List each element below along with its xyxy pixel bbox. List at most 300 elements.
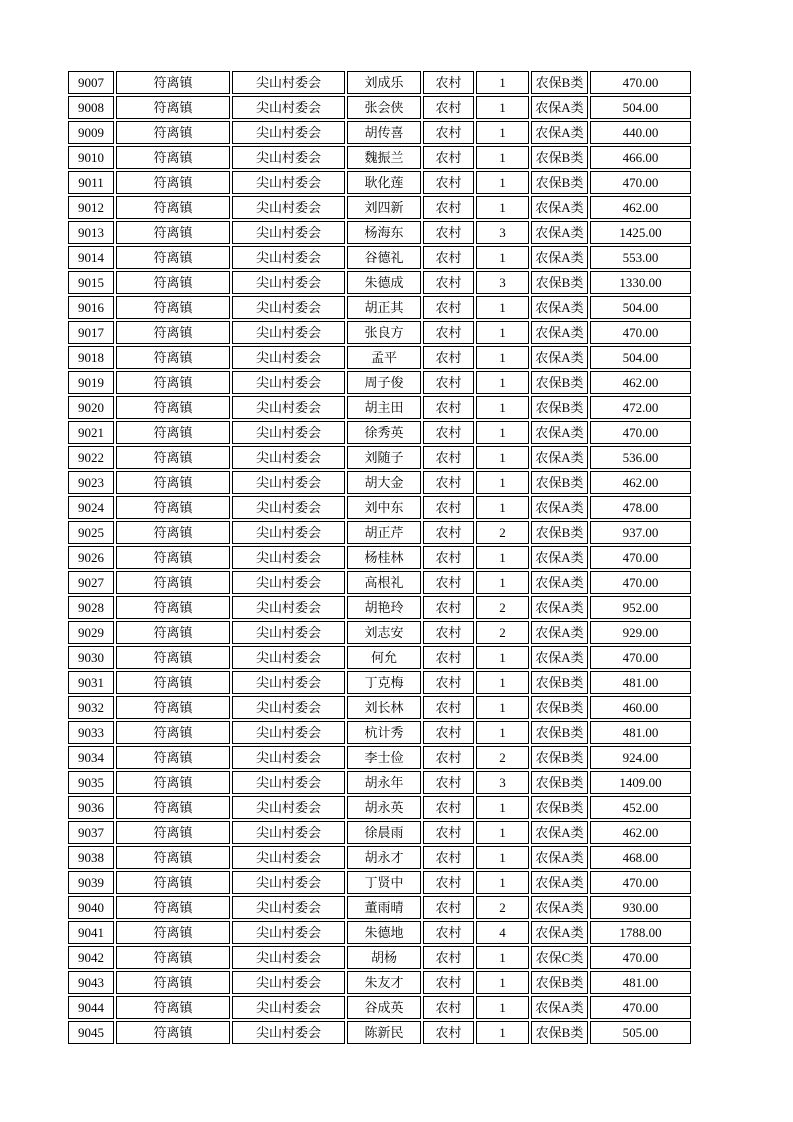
cell-amount: 553.00: [590, 246, 691, 269]
cell-record-id: 9029: [68, 621, 114, 644]
cell-village: 尖山村委会: [232, 496, 345, 519]
cell-village: 尖山村委会: [232, 571, 345, 594]
cell-village: 尖山村委会: [232, 596, 345, 619]
cell-person-name: 何允: [347, 646, 421, 669]
cell-village: 尖山村委会: [232, 146, 345, 169]
cell-village: 尖山村委会: [232, 296, 345, 319]
cell-village: 尖山村委会: [232, 721, 345, 744]
cell-residence-type: 农村: [423, 171, 474, 194]
cell-town: 符离镇: [116, 546, 230, 569]
table-row: [68, 496, 691, 519]
cell-insurance-category: 农保B类: [531, 146, 588, 169]
cell-amount: 481.00: [590, 971, 691, 994]
cell-town: 符离镇: [116, 421, 230, 444]
table-row: [68, 896, 691, 919]
cell-record-id: 9014: [68, 246, 114, 269]
cell-person-name: 高根礼: [347, 571, 421, 594]
cell-record-id: 9018: [68, 346, 114, 369]
cell-village: 尖山村委会: [232, 971, 345, 994]
cell-village: 尖山村委会: [232, 221, 345, 244]
cell-person-name: 胡永英: [347, 796, 421, 819]
cell-person-count: 1: [476, 321, 529, 344]
table-row: [68, 671, 691, 694]
cell-village: 尖山村委会: [232, 171, 345, 194]
cell-person-count: 1: [476, 846, 529, 869]
table-row: [68, 621, 691, 644]
cell-village: 尖山村委会: [232, 471, 345, 494]
table-row: [68, 296, 691, 319]
cell-village: 尖山村委会: [232, 546, 345, 569]
cell-residence-type: 农村: [423, 321, 474, 344]
cell-person-name: 杭计秀: [347, 721, 421, 744]
cell-person-count: 1: [476, 546, 529, 569]
cell-insurance-category: 农保A类: [531, 221, 588, 244]
cell-amount: 937.00: [590, 521, 691, 544]
cell-village: 尖山村委会: [232, 896, 345, 919]
cell-person-count: 2: [476, 596, 529, 619]
table-row: [68, 396, 691, 419]
cell-person-name: 刘四新: [347, 196, 421, 219]
cell-town: 符离镇: [116, 646, 230, 669]
table-row: [68, 346, 691, 369]
cell-residence-type: 农村: [423, 696, 474, 719]
cell-residence-type: 农村: [423, 896, 474, 919]
cell-record-id: 9013: [68, 221, 114, 244]
cell-record-id: 9045: [68, 1021, 114, 1044]
cell-record-id: 9024: [68, 496, 114, 519]
cell-residence-type: 农村: [423, 946, 474, 969]
table-row: [68, 271, 691, 294]
cell-residence-type: 农村: [423, 371, 474, 394]
cell-town: 符离镇: [116, 1021, 230, 1044]
table-row: [68, 421, 691, 444]
cell-village: 尖山村委会: [232, 521, 345, 544]
cell-person-count: 1: [476, 946, 529, 969]
cell-village: 尖山村委会: [232, 321, 345, 344]
cell-town: 符离镇: [116, 621, 230, 644]
cell-residence-type: 农村: [423, 71, 474, 94]
cell-amount: 478.00: [590, 496, 691, 519]
cell-insurance-category: 农保A类: [531, 621, 588, 644]
cell-village: 尖山村委会: [232, 846, 345, 869]
table-row: [68, 721, 691, 744]
table-row: [68, 446, 691, 469]
cell-village: 尖山村委会: [232, 246, 345, 269]
cell-person-count: 1: [476, 246, 529, 269]
cell-residence-type: 农村: [423, 746, 474, 769]
cell-town: 符离镇: [116, 746, 230, 769]
cell-person-name: 朱友才: [347, 971, 421, 994]
cell-amount: 929.00: [590, 621, 691, 644]
cell-residence-type: 农村: [423, 196, 474, 219]
cell-record-id: 9025: [68, 521, 114, 544]
cell-residence-type: 农村: [423, 246, 474, 269]
cell-person-count: 1: [476, 421, 529, 444]
cell-insurance-category: 农保A类: [531, 821, 588, 844]
cell-person-count: 3: [476, 271, 529, 294]
cell-amount: 504.00: [590, 296, 691, 319]
cell-person-name: 胡艳玲: [347, 596, 421, 619]
cell-village: 尖山村委会: [232, 121, 345, 144]
cell-person-count: 2: [476, 521, 529, 544]
cell-amount: 460.00: [590, 696, 691, 719]
cell-amount: 452.00: [590, 796, 691, 819]
cell-record-id: 9036: [68, 796, 114, 819]
table-row: [68, 796, 691, 819]
cell-village: 尖山村委会: [232, 696, 345, 719]
cell-town: 符离镇: [116, 971, 230, 994]
cell-person-name: 徐秀英: [347, 421, 421, 444]
table-row: [68, 646, 691, 669]
cell-person-count: 2: [476, 896, 529, 919]
cell-record-id: 9007: [68, 71, 114, 94]
cell-village: 尖山村委会: [232, 346, 345, 369]
cell-person-count: 1: [476, 121, 529, 144]
cell-town: 符离镇: [116, 571, 230, 594]
cell-person-count: 1: [476, 671, 529, 694]
cell-person-count: 1: [476, 96, 529, 119]
cell-person-count: 1: [476, 1021, 529, 1044]
cell-town: 符离镇: [116, 921, 230, 944]
cell-residence-type: 农村: [423, 296, 474, 319]
cell-amount: 440.00: [590, 121, 691, 144]
cell-person-name: 胡大金: [347, 471, 421, 494]
cell-residence-type: 农村: [423, 646, 474, 669]
cell-person-name: 徐晨雨: [347, 821, 421, 844]
cell-insurance-category: 农保A类: [531, 321, 588, 344]
cell-insurance-category: 农保B类: [531, 471, 588, 494]
cell-town: 符离镇: [116, 896, 230, 919]
table-row: [68, 871, 691, 894]
cell-insurance-category: 农保A类: [531, 846, 588, 869]
cell-person-name: 刘中东: [347, 496, 421, 519]
table-row: [68, 96, 691, 119]
cell-record-id: 9039: [68, 871, 114, 894]
cell-residence-type: 农村: [423, 771, 474, 794]
cell-person-count: 1: [476, 496, 529, 519]
cell-person-count: 3: [476, 771, 529, 794]
cell-record-id: 9026: [68, 546, 114, 569]
cell-person-name: 胡永年: [347, 771, 421, 794]
cell-person-count: 1: [476, 696, 529, 719]
cell-amount: 536.00: [590, 446, 691, 469]
cell-person-name: 杨海东: [347, 221, 421, 244]
cell-person-count: 1: [476, 446, 529, 469]
cell-record-id: 9034: [68, 746, 114, 769]
cell-record-id: 9043: [68, 971, 114, 994]
cell-amount: 470.00: [590, 996, 691, 1019]
cell-amount: 504.00: [590, 96, 691, 119]
table-row: [68, 171, 691, 194]
cell-residence-type: 农村: [423, 871, 474, 894]
cell-residence-type: 农村: [423, 721, 474, 744]
cell-person-count: 1: [476, 871, 529, 894]
cell-person-count: 1: [476, 796, 529, 819]
cell-record-id: 9016: [68, 296, 114, 319]
cell-village: 尖山村委会: [232, 921, 345, 944]
cell-record-id: 9012: [68, 196, 114, 219]
cell-residence-type: 农村: [423, 396, 474, 419]
cell-record-id: 9027: [68, 571, 114, 594]
cell-residence-type: 农村: [423, 971, 474, 994]
cell-person-count: 1: [476, 471, 529, 494]
cell-insurance-category: 农保A类: [531, 246, 588, 269]
cell-person-name: 胡主田: [347, 396, 421, 419]
cell-amount: 472.00: [590, 396, 691, 419]
cell-town: 符离镇: [116, 721, 230, 744]
cell-residence-type: 农村: [423, 496, 474, 519]
cell-town: 符离镇: [116, 796, 230, 819]
cell-person-name: 胡杨: [347, 946, 421, 969]
cell-residence-type: 农村: [423, 671, 474, 694]
cell-record-id: 9009: [68, 121, 114, 144]
cell-person-name: 陈新民: [347, 1021, 421, 1044]
table-row: [68, 471, 691, 494]
cell-insurance-category: 农保B类: [531, 671, 588, 694]
cell-insurance-category: 农保A类: [531, 571, 588, 594]
cell-amount: 504.00: [590, 346, 691, 369]
cell-person-count: 1: [476, 196, 529, 219]
cell-insurance-category: 农保A类: [531, 896, 588, 919]
cell-insurance-category: 农保A类: [531, 596, 588, 619]
cell-village: 尖山村委会: [232, 646, 345, 669]
cell-person-name: 朱德地: [347, 921, 421, 944]
table-row: [68, 146, 691, 169]
cell-residence-type: 农村: [423, 796, 474, 819]
cell-person-name: 胡永才: [347, 846, 421, 869]
cell-record-id: 9023: [68, 471, 114, 494]
cell-person-name: 张良方: [347, 321, 421, 344]
cell-person-name: 孟平: [347, 346, 421, 369]
cell-amount: 481.00: [590, 671, 691, 694]
table-row: [68, 121, 691, 144]
cell-town: 符离镇: [116, 396, 230, 419]
cell-person-count: 1: [476, 721, 529, 744]
cell-record-id: 9011: [68, 171, 114, 194]
cell-insurance-category: 农保B类: [531, 271, 588, 294]
cell-village: 尖山村委会: [232, 1021, 345, 1044]
cell-person-name: 刘随子: [347, 446, 421, 469]
cell-town: 符离镇: [116, 371, 230, 394]
cell-town: 符离镇: [116, 171, 230, 194]
cell-town: 符离镇: [116, 671, 230, 694]
cell-insurance-category: 农保A类: [531, 96, 588, 119]
table-row: [68, 246, 691, 269]
cell-insurance-category: 农保B类: [531, 746, 588, 769]
cell-village: 尖山村委会: [232, 96, 345, 119]
cell-insurance-category: 农保B类: [531, 396, 588, 419]
table-row: [68, 71, 691, 94]
cell-insurance-category: 农保B类: [531, 721, 588, 744]
cell-person-name: 董雨晴: [347, 896, 421, 919]
cell-insurance-category: 农保A类: [531, 346, 588, 369]
cell-insurance-category: 农保A类: [531, 121, 588, 144]
cell-person-name: 谷德礼: [347, 246, 421, 269]
cell-amount: 470.00: [590, 571, 691, 594]
cell-amount: 462.00: [590, 371, 691, 394]
cell-insurance-category: 农保B类: [531, 771, 588, 794]
cell-record-id: 9038: [68, 846, 114, 869]
cell-record-id: 9040: [68, 896, 114, 919]
cell-record-id: 9022: [68, 446, 114, 469]
cell-person-name: 胡正其: [347, 296, 421, 319]
cell-person-name: 朱德成: [347, 271, 421, 294]
cell-insurance-category: 农保A类: [531, 421, 588, 444]
cell-village: 尖山村委会: [232, 821, 345, 844]
cell-insurance-category: 农保B类: [531, 521, 588, 544]
cell-record-id: 9015: [68, 271, 114, 294]
cell-person-name: 刘成乐: [347, 71, 421, 94]
cell-town: 符离镇: [116, 996, 230, 1019]
cell-record-id: 9044: [68, 996, 114, 1019]
cell-person-name: 刘长林: [347, 696, 421, 719]
cell-insurance-category: 农保A类: [531, 546, 588, 569]
cell-village: 尖山村委会: [232, 71, 345, 94]
cell-residence-type: 农村: [423, 346, 474, 369]
cell-amount: 470.00: [590, 646, 691, 669]
table-row: [68, 946, 691, 969]
cell-amount: 462.00: [590, 821, 691, 844]
cell-village: 尖山村委会: [232, 396, 345, 419]
cell-town: 符离镇: [116, 846, 230, 869]
cell-amount: 952.00: [590, 596, 691, 619]
cell-record-id: 9042: [68, 946, 114, 969]
cell-town: 符离镇: [116, 196, 230, 219]
cell-village: 尖山村委会: [232, 421, 345, 444]
cell-residence-type: 农村: [423, 596, 474, 619]
cell-village: 尖山村委会: [232, 771, 345, 794]
cell-person-name: 张会侠: [347, 96, 421, 119]
cell-person-count: 4: [476, 921, 529, 944]
cell-amount: 468.00: [590, 846, 691, 869]
cell-village: 尖山村委会: [232, 996, 345, 1019]
cell-insurance-category: 农保B类: [531, 171, 588, 194]
cell-residence-type: 农村: [423, 471, 474, 494]
cell-residence-type: 农村: [423, 121, 474, 144]
cell-village: 尖山村委会: [232, 271, 345, 294]
table-row: [68, 846, 691, 869]
table-row: [68, 971, 691, 994]
cell-amount: 470.00: [590, 871, 691, 894]
cell-amount: 930.00: [590, 896, 691, 919]
cell-insurance-category: 农保B类: [531, 696, 588, 719]
cell-record-id: 9020: [68, 396, 114, 419]
cell-record-id: 9008: [68, 96, 114, 119]
cell-town: 符离镇: [116, 946, 230, 969]
cell-town: 符离镇: [116, 521, 230, 544]
cell-residence-type: 农村: [423, 621, 474, 644]
table-row: [68, 371, 691, 394]
cell-insurance-category: 农保B类: [531, 371, 588, 394]
cell-record-id: 9041: [68, 921, 114, 944]
cell-insurance-category: 农保A类: [531, 446, 588, 469]
cell-village: 尖山村委会: [232, 371, 345, 394]
cell-person-count: 1: [476, 571, 529, 594]
table-row: [68, 696, 691, 719]
cell-person-name: 杨桂林: [347, 546, 421, 569]
cell-residence-type: 农村: [423, 146, 474, 169]
cell-amount: 481.00: [590, 721, 691, 744]
cell-village: 尖山村委会: [232, 671, 345, 694]
cell-insurance-category: 农保A类: [531, 996, 588, 1019]
cell-village: 尖山村委会: [232, 871, 345, 894]
cell-person-count: 1: [476, 646, 529, 669]
cell-person-name: 耿化莲: [347, 171, 421, 194]
cell-person-count: 3: [476, 221, 529, 244]
table-row: [68, 996, 691, 1019]
cell-town: 符离镇: [116, 121, 230, 144]
table-row: [68, 571, 691, 594]
cell-amount: 1788.00: [590, 921, 691, 944]
cell-town: 符离镇: [116, 871, 230, 894]
cell-insurance-category: 农保B类: [531, 71, 588, 94]
cell-record-id: 9028: [68, 596, 114, 619]
cell-person-name: 胡传喜: [347, 121, 421, 144]
cell-record-id: 9031: [68, 671, 114, 694]
cell-residence-type: 农村: [423, 421, 474, 444]
cell-record-id: 9017: [68, 321, 114, 344]
table-row: [68, 746, 691, 769]
cell-insurance-category: 农保B类: [531, 796, 588, 819]
cell-person-name: 谷成英: [347, 996, 421, 1019]
cell-residence-type: 农村: [423, 271, 474, 294]
table-row: [68, 921, 691, 944]
cell-person-count: 1: [476, 171, 529, 194]
cell-person-count: 2: [476, 746, 529, 769]
cell-amount: 470.00: [590, 546, 691, 569]
cell-residence-type: 农村: [423, 446, 474, 469]
cell-insurance-category: 农保A类: [531, 496, 588, 519]
cell-person-count: 2: [476, 621, 529, 644]
cell-insurance-category: 农保A类: [531, 871, 588, 894]
cell-amount: 462.00: [590, 196, 691, 219]
cell-village: 尖山村委会: [232, 746, 345, 769]
cell-person-count: 1: [476, 146, 529, 169]
cell-person-count: 1: [476, 346, 529, 369]
cell-town: 符离镇: [116, 346, 230, 369]
cell-person-count: 1: [476, 296, 529, 319]
cell-insurance-category: 农保A类: [531, 196, 588, 219]
table-row: [68, 1021, 691, 1044]
cell-village: 尖山村委会: [232, 446, 345, 469]
table-row: [68, 771, 691, 794]
cell-town: 符离镇: [116, 471, 230, 494]
cell-person-count: 1: [476, 396, 529, 419]
cell-town: 符离镇: [116, 96, 230, 119]
cell-amount: 470.00: [590, 321, 691, 344]
cell-record-id: 9019: [68, 371, 114, 394]
cell-town: 符离镇: [116, 71, 230, 94]
cell-town: 符离镇: [116, 296, 230, 319]
cell-insurance-category: 农保B类: [531, 971, 588, 994]
cell-amount: 462.00: [590, 471, 691, 494]
cell-person-count: 1: [476, 371, 529, 394]
cell-town: 符离镇: [116, 246, 230, 269]
cell-insurance-category: 农保C类: [531, 946, 588, 969]
cell-residence-type: 农村: [423, 221, 474, 244]
table-row: [68, 196, 691, 219]
cell-residence-type: 农村: [423, 1021, 474, 1044]
cell-record-id: 9037: [68, 821, 114, 844]
cell-person-name: 胡正芹: [347, 521, 421, 544]
cell-village: 尖山村委会: [232, 946, 345, 969]
cell-residence-type: 农村: [423, 521, 474, 544]
cell-amount: 470.00: [590, 171, 691, 194]
cell-person-count: 1: [476, 996, 529, 1019]
cell-person-count: 1: [476, 71, 529, 94]
cell-village: 尖山村委会: [232, 196, 345, 219]
cell-amount: 470.00: [590, 71, 691, 94]
